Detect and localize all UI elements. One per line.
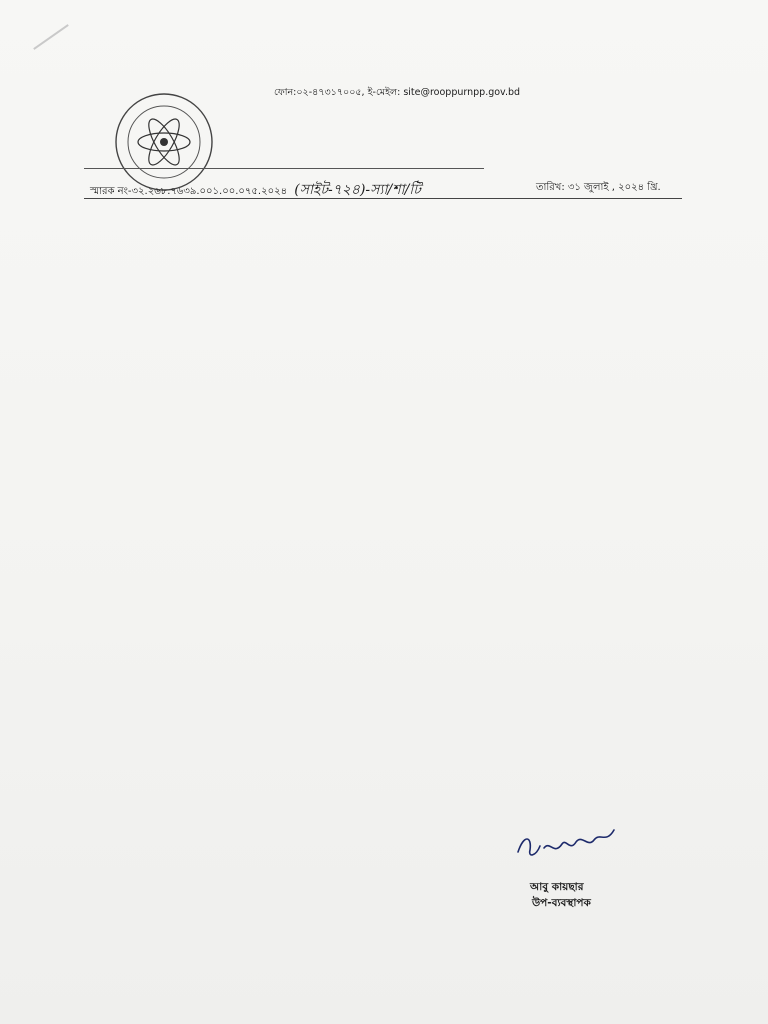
letter-date: তারিখ: ৩১ জুলাই , ২০২৪ খ্রি. — [536, 182, 661, 193]
memo-handwritten-ref: (সাইট-৭২৪)-স্যা/শা/টি — [294, 182, 421, 198]
fold-mark — [33, 24, 69, 50]
header-rule — [84, 168, 484, 169]
memo-rule — [84, 198, 682, 199]
memo-number-text: স্মারক নং-৩২.২৬৮.৭৬৩৯.০০১.০০.০৭৫.২০২৪ — [90, 186, 288, 197]
handwritten-signature — [510, 822, 620, 866]
signatory-name: আবু কায়ছার — [530, 881, 584, 893]
signatory-designation: উপ-ব্যবস্থাপক — [532, 897, 591, 909]
org-contact: ফোন:০২-৪৭৩১৭০০৫, ই-মেইল: site@rooppurnpp.gov.bd — [273, 87, 521, 98]
letterhead — [232, 80, 562, 101]
